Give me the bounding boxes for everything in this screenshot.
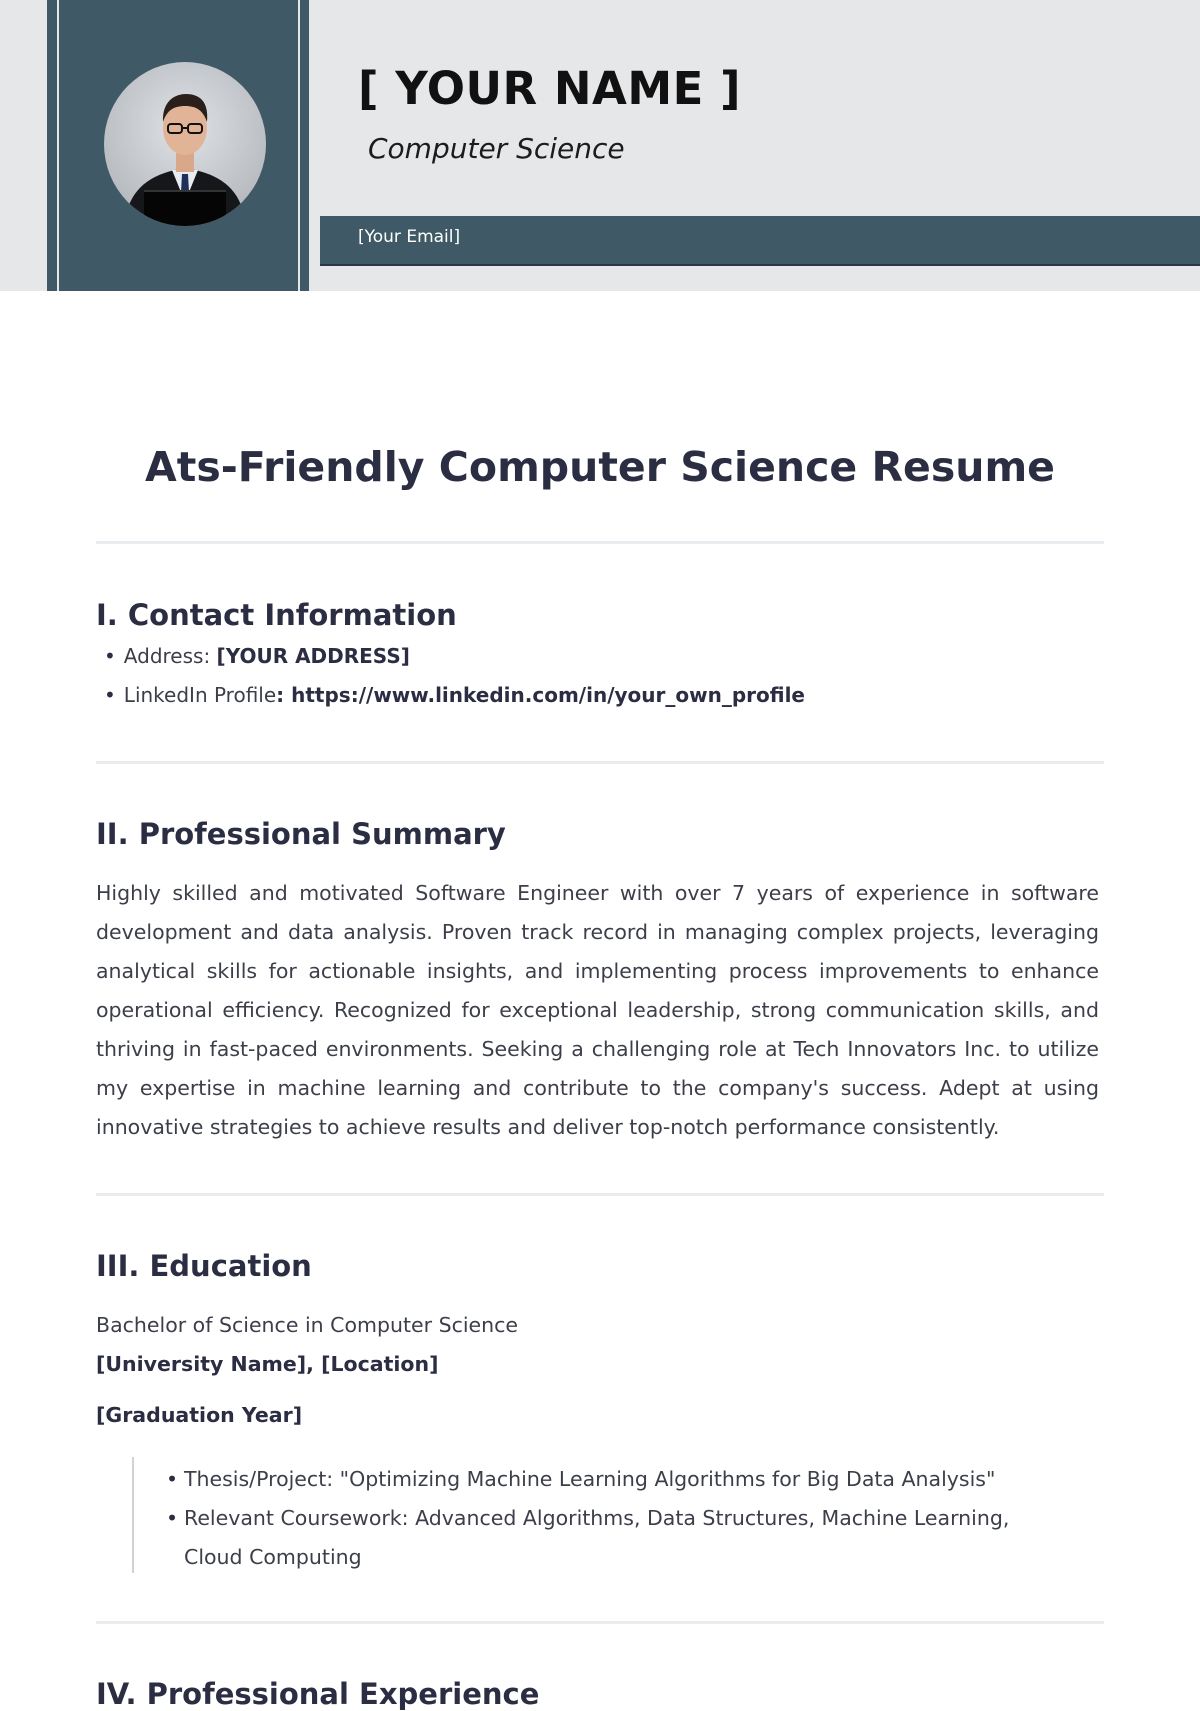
candidate-field: Computer Science (368, 132, 625, 165)
experience-heading: IV. Professional Experience (96, 1677, 540, 1711)
contact-list (96, 637, 805, 715)
candidate-name: [ YOUR NAME ] (358, 62, 742, 115)
side-band-left-line (57, 0, 59, 291)
linkedin-link[interactable]: : https://www.linkedin.com/in/your_own_profile (276, 683, 805, 707)
person-avatar-icon (104, 62, 266, 226)
email-bar (320, 216, 1200, 266)
graduation-year: [Graduation Year] (96, 1403, 303, 1427)
education-thesis: • Thesis/Project: "Optimizing Machine Learning Algorithms for Big Data Analysis" (166, 1460, 1066, 1499)
contact-address (96, 637, 805, 676)
education-details-list (166, 1460, 1066, 1577)
side-band-right-line (298, 0, 300, 291)
summary-text: Highly skilled and motivated Software Engineer with over 7 years of experience in software development and data analysis. Proven track record in managing complex projects, leveraging analytical skills for actionable insights, and implementing process improvements to enhance operational efficiency. Recognized for exceptional leadership, strong communication skills, and thriving in fast-paced environments. Seeking a challenging role at Tech Innovators Inc. to utilize my expertise in machine learning and contribute to the company's success. Adept at using innovative strategies to achieve results and deliver top-notch performance consistently. (96, 881, 1099, 1139)
address-value: [YOUR ADDRESS] (216, 644, 410, 668)
document-title: Ats-Friendly Computer Science Resume (145, 443, 1055, 491)
university-text: [University Name], [Location] (96, 1352, 439, 1376)
summary-heading: II. Professional Summary (96, 817, 506, 851)
section-divider (96, 1193, 1104, 1196)
education-coursework: • Relevant Coursework: Advanced Algorithms, Data Structures, Machine Learning, Cloud Computing (166, 1499, 1066, 1577)
education-quote-bar (132, 1457, 134, 1573)
section-divider (96, 1621, 1104, 1624)
profile-photo (104, 62, 266, 226)
section-divider (96, 541, 1104, 544)
resume-header (0, 0, 1200, 291)
contact-linkedin (96, 676, 805, 715)
degree-text: Bachelor of Science in Computer Science (96, 1313, 519, 1337)
education-heading: III. Education (96, 1249, 312, 1283)
address-label: Address: (123, 644, 217, 668)
contact-heading: I. Contact Information (96, 598, 457, 632)
section-divider (96, 761, 1104, 764)
linkedin-label: LinkedIn Profile (123, 683, 277, 707)
email-text: [Your Email] (358, 227, 461, 247)
